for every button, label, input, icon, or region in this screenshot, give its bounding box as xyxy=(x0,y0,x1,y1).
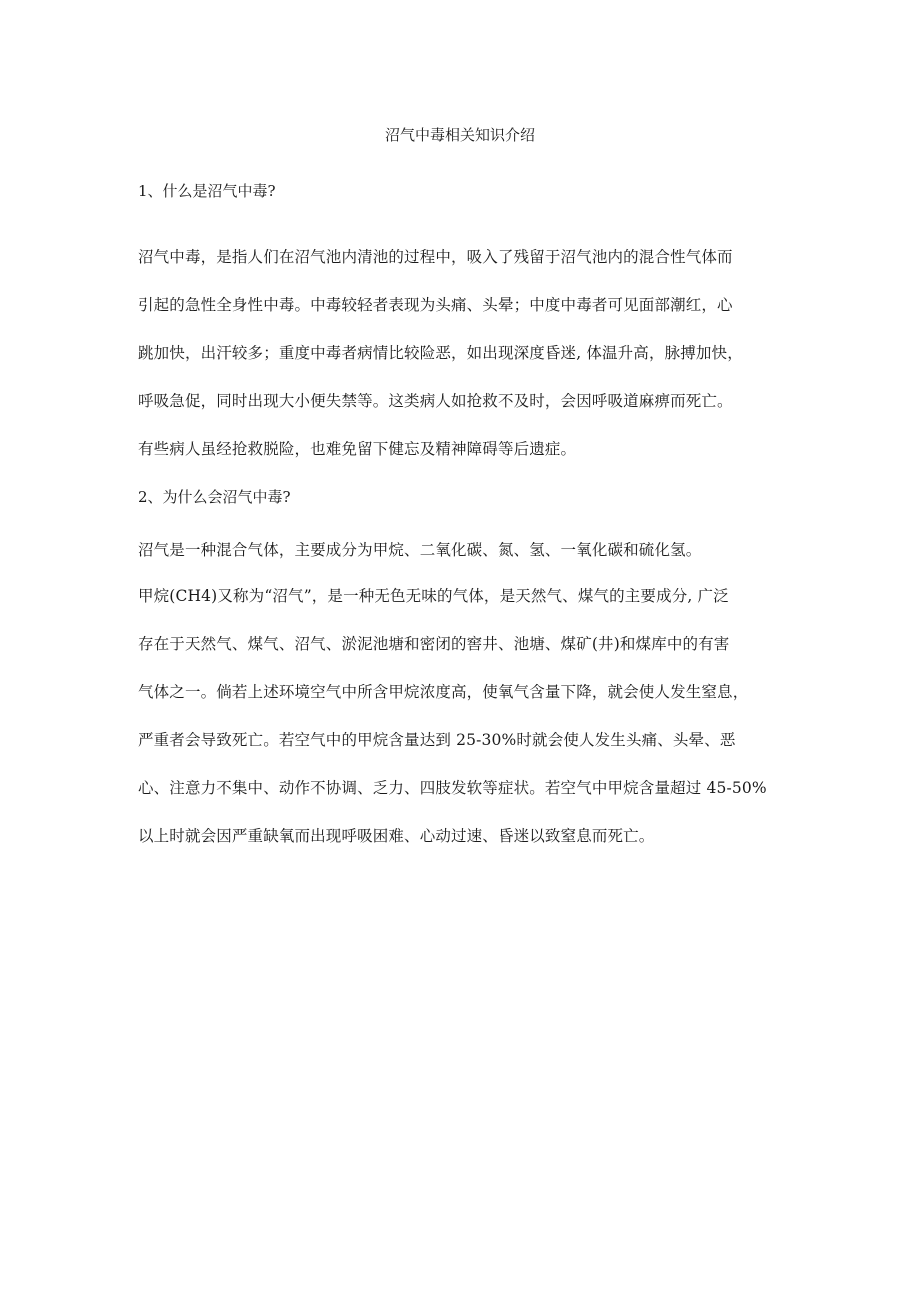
section-2-heading: 2、为什么会沼气中毒? xyxy=(138,488,291,506)
paragraph-line: 严重者会导致死亡。若空气中的甲烷含量达到 25-30%时就会使人发生头痛、头晕、恶 xyxy=(138,731,736,749)
paragraph-line: 跳加快，出汗较多；重度中毒者病情比较险恶，如出现深度昏迷, 体温升高，脉搏加快， xyxy=(138,344,743,362)
section-1-heading: 1、什么是沼气中毒? xyxy=(138,182,276,200)
paragraph-line: 呼吸急促，同时出现大小便失禁等。这类病人如抢救不及时，会因呼吸道麻痹而死亡。 xyxy=(138,392,733,410)
paragraph-line: 心、注意力不集中、动作不协调、乏力、四肢发软等症状。若空气中甲烷含量超过 45-50% xyxy=(138,779,767,797)
paragraph-line: 沼气中毒，是指人们在沼气池内清池的过程中，吸入了残留于沼气池内的混合性气体而 xyxy=(138,248,733,266)
section-1-paragraph xyxy=(138,245,790,485)
section-2-paragraph xyxy=(138,584,790,872)
paragraph-line: 以上时就会因严重缺氧而出现呼吸困难、心动过速、昏迷以致窒息而死亡。 xyxy=(138,827,655,845)
paragraph-line: 存在于天然气、煤气、沼气、淤泥池塘和密闭的窖井、池塘、煤矿(井)和煤库中的有害 xyxy=(138,635,730,653)
paragraph-line: 沼气是一种混合气体，主要成分为甲烷、二氧化碳、氮、氢、一氧化碳和硫化氢。 xyxy=(138,541,702,559)
paragraph-line: 有些病人虽经抢救脱险，也难免留下健忘及精神障碍等后遗症。 xyxy=(138,440,577,458)
section-2-intro xyxy=(138,538,790,562)
document-title: 沼气中毒相关知识介绍 xyxy=(384,126,535,144)
paragraph-line: 气体之一。倘若上述环境空气中所含甲烷浓度高，使氧气含量下降，就会使人发生窒息， xyxy=(138,683,749,701)
paragraph-line: 引起的急性全身性中毒。中毒较轻者表现为头痛、头晕；中度中毒者可见面部潮红，心 xyxy=(138,296,733,314)
paragraph-line: 甲烷(CH4)又称为“沼气”，是一种无色无味的气体，是天然气、煤气的主要成分, 广泛 xyxy=(138,587,729,605)
